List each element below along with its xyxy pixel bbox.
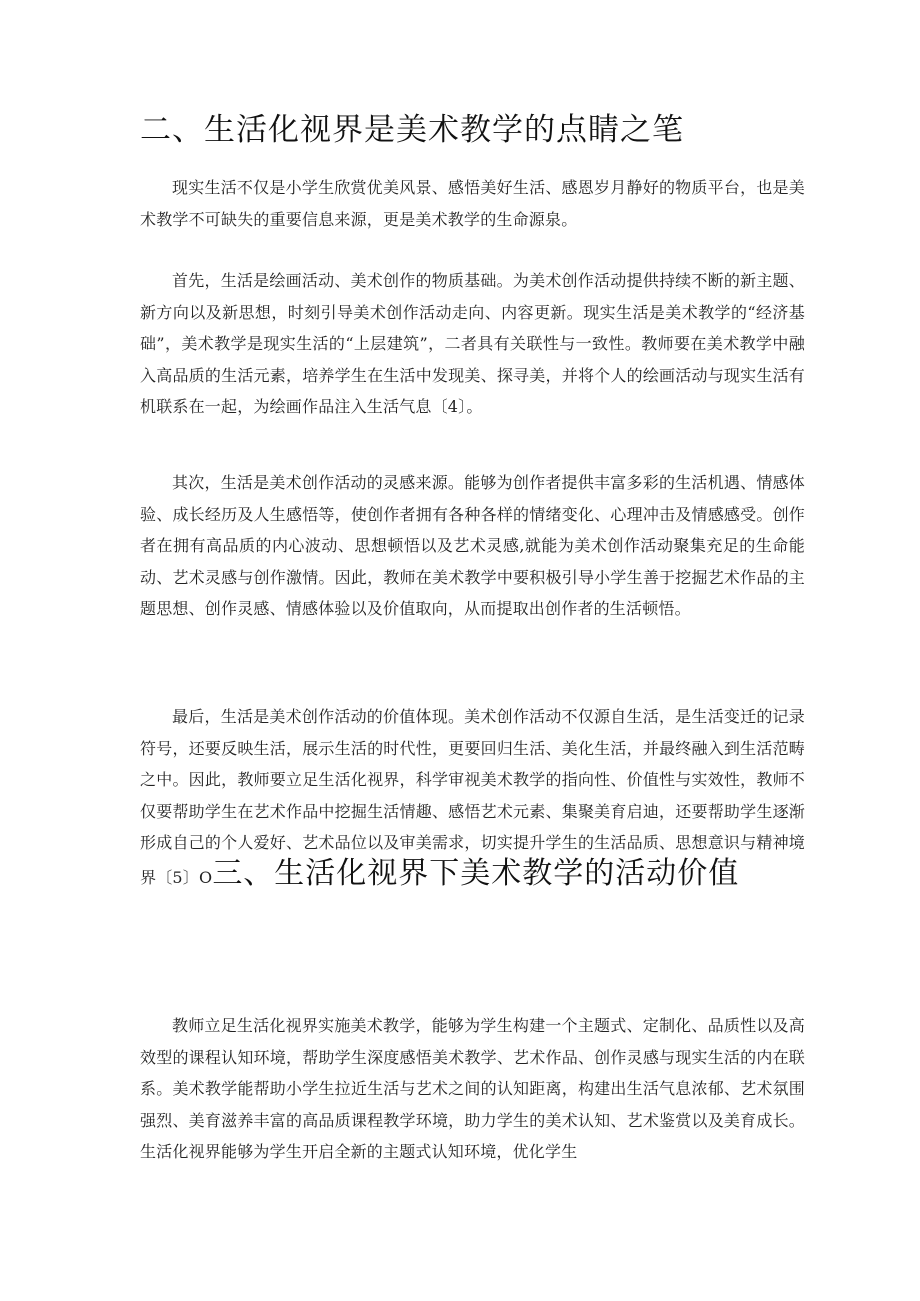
section-2-heading: 二、生活化视界是美术教学的点睛之笔 <box>140 112 684 148</box>
section-2-paragraph-4-block <box>140 701 805 893</box>
section-2-paragraph-3: 其次，生活是美术创作活动的灵感来源。能够为创作者提供丰富多彩的生活机遇、情感体验、成长经历及人生感悟等，使创作者拥有各种各样的情绪变化、心理冲击及情感感受。创作者在拥有高品质的内心波动、思想顿悟以及艺术灵感,就能为美术创作活动聚集充足的生命能动、艺术灵感与创作激情。因此，教师在美术教学中要积极引导小学生善于挖掘艺术作品的主题思想、创作灵感、情感体验以及价值取向，从而提取出创作者的生活顿悟。 <box>140 473 805 618</box>
section-2-paragraph-4: 最后，生活是美术创作活动的价值体现。美术创作活动不仅源自生活，是生活变迁的记录符号，还要反映生活，展示生活的时代性，更要回归生活、美化生活，并最终融入到生活范畴之中。因此，教师要立足生活化视界，科学审视美术教学的指向性、价值性与实效性，教师不仅要帮助学生在艺术作品中挖掘生活情趣、感悟艺术元素、集聚美育启迪，还要帮助学生逐渐形成自己的个人爱好、艺术品位以及审美需求，切实提升学生的生活品质、思想意识与精神境界〔5〕O <box>140 707 805 887</box>
section-2-paragraph-1: 现实生活不仅是小学生欣赏优美风景、感悟美好生活、感恩岁月静好的物质平台，也是美术教学不可缺失的重要信息来源，更是美术教学的生命源泉。 <box>140 178 805 229</box>
section-3-heading: 三、生活化视界下美术教学的活动价值 <box>212 855 740 891</box>
section-3-paragraph-1: 教师立足生活化视界实施美术教学，能够为学生构建一个主题式、定制化、品质性以及高效型的课程认知环境，帮助学生深度感悟美术教学、艺术作品、创作灵感与现实生活的内在联系。美术教学能帮助小学生拉近生活与艺术之间的认知距离，构建出生活气息浓郁、艺术氛围强烈、美育滋养丰富的高品质课程教学环境，助力学生的美术认知、艺术鉴赏以及美育成长。生活化视界能够为学生开启全新的主题式认知环境，优化学生 <box>140 1016 805 1161</box>
section-2-paragraph-2: 首先，生活是绘画活动、美术创作的物质基础。为美术创作活动提供持续不断的新主题、新方向以及新思想，时刻引导美术创作活动走向、内容更新。现实生活是美术教学的“经济基础”，美术教学是现实生活的“上层建筑”，二者具有关联性与一致性。教师要在美术教学中融入高品质的生活元素，培养学生在生活中发现美、探寻美，并将个人的绘画活动与现实生活有机联系在一起，为绘画作品注入生活气息〔4〕。 <box>140 271 805 416</box>
